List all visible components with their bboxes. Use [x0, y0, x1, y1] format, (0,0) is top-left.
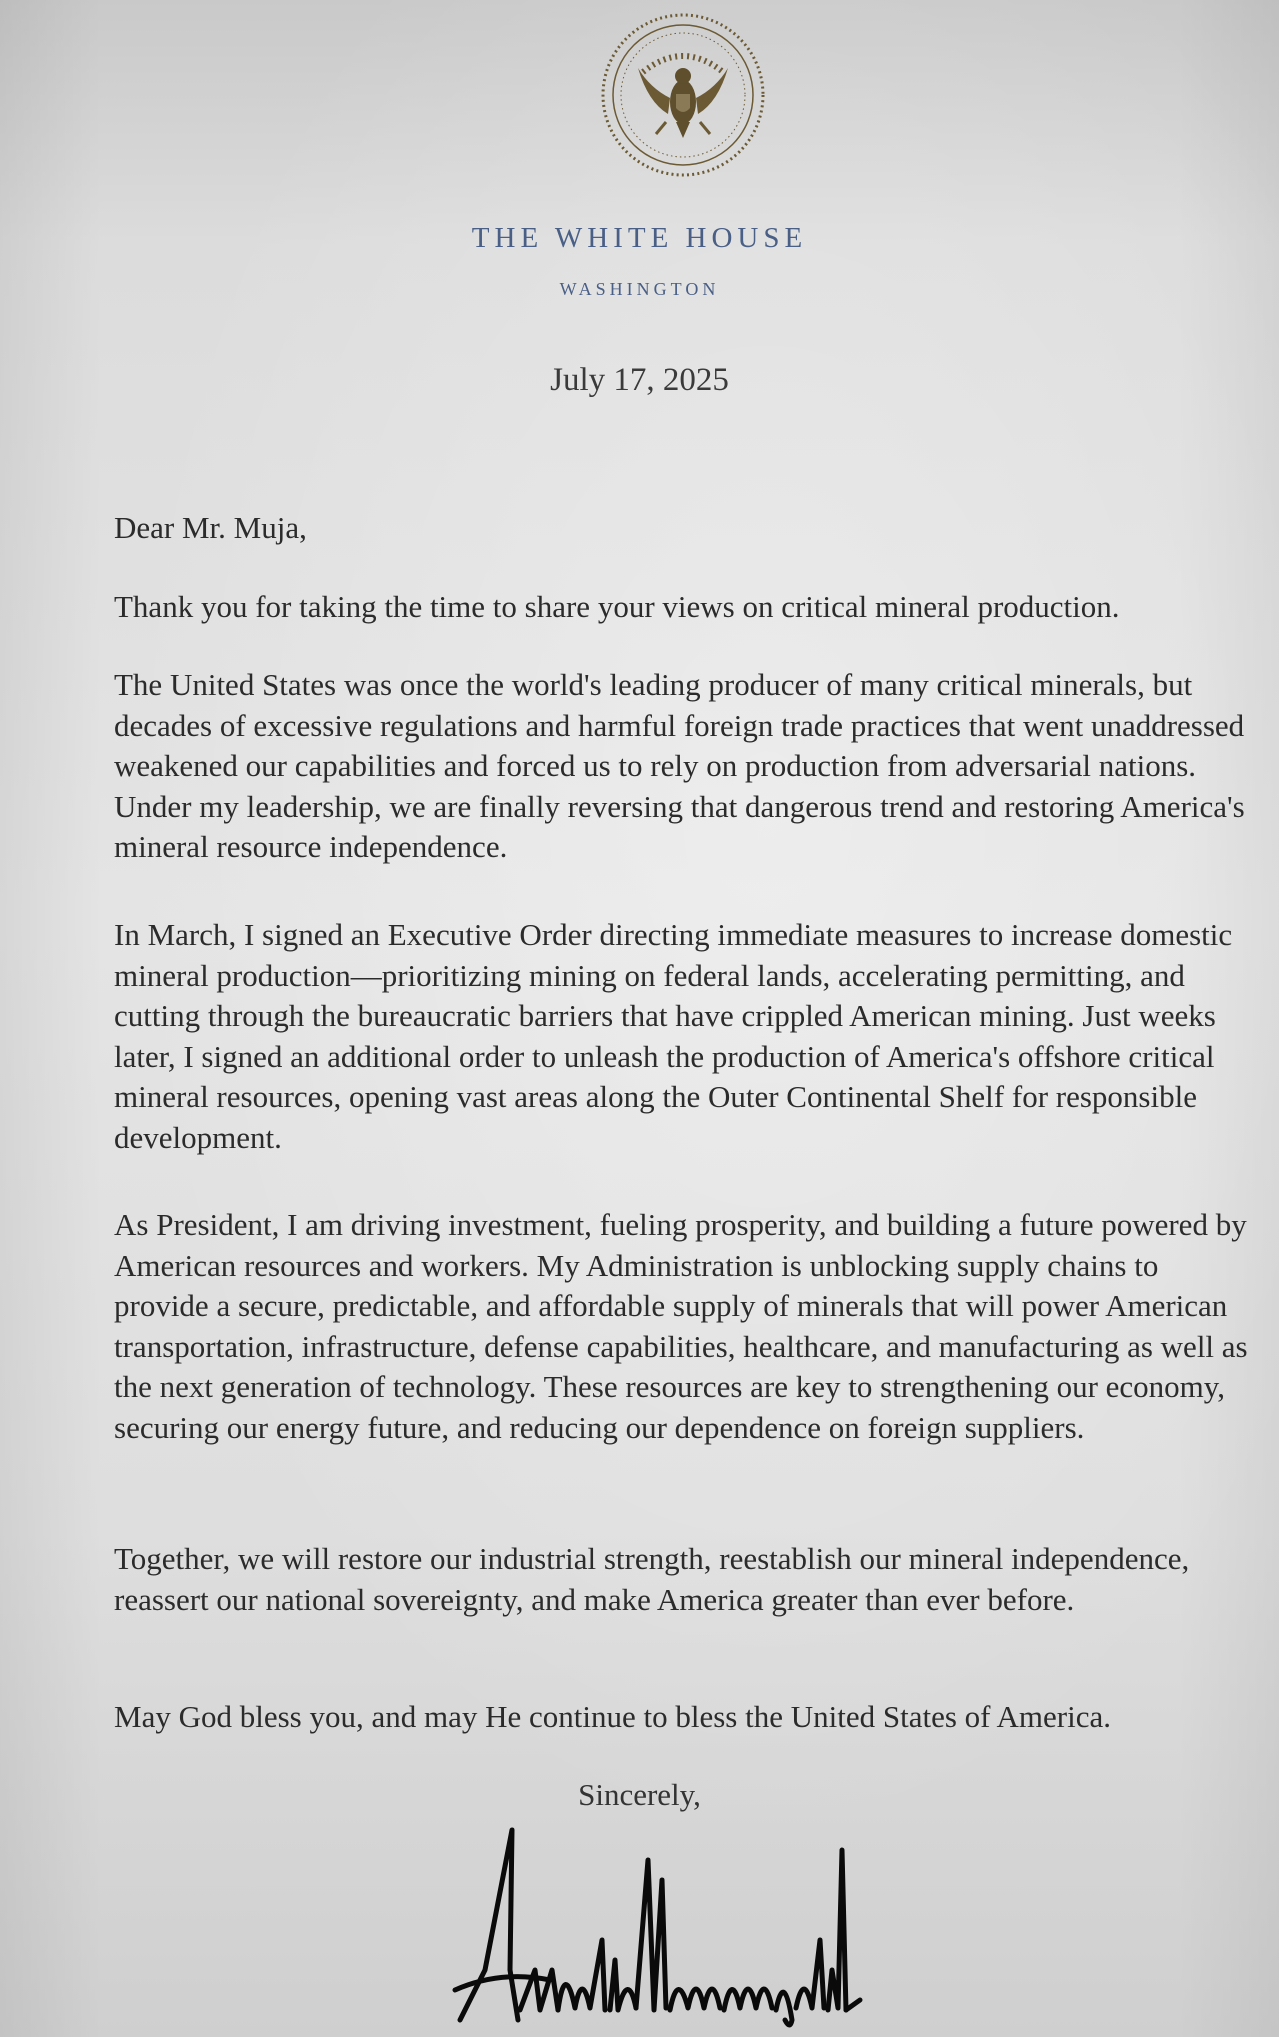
- letterhead-title: THE WHITE HOUSE: [471, 222, 808, 254]
- signature-image: [440, 1820, 910, 2037]
- closing: Sincerely,: [578, 1777, 701, 1812]
- presidential-seal-icon: [598, 10, 768, 180]
- salutation: Dear Mr. Muja,: [114, 510, 307, 545]
- paragraph: As President, I am driving investment, fueling prosperity, and building a future powered by American resources and workers. My Administration is unblocking supply chains to provide a secure, predictable, and affordable supply of minerals that will power American transportation, infrastructure, defense capabilities, healthcare, and manufacturing as well as the next generation of technology. These resources are key to strengthening our economy, securing our energy future, and reducing our dependence on foreign suppliers.: [114, 1207, 1248, 1445]
- paragraph: The United States was once the world's leading producer of many critical minerals, but decades of excessive regulations and harmful foreign trade practices that went unaddressed weakened our capabilities and forced us to rely on production from adversarial nations. Under my leadership, we are finally reversing that dangerous trend and restoring America's mineral resource independence.: [114, 667, 1245, 864]
- letterhead-subtitle: WASHINGTON: [559, 279, 720, 299]
- letter-date: July 17, 2025: [550, 362, 729, 398]
- paragraph: Thank you for taking the time to share your views on critical mineral production.: [114, 589, 1120, 624]
- paragraph: May God bless you, and may He continue to bless the United States of America.: [114, 1699, 1111, 1734]
- paragraph: In March, I signed an Executive Order directing immediate measures to increase domestic mineral production—prioritizing mining on federal lands, accelerating permitting, and cutting through the bureaucratic barriers that have crippled American mining. Just weeks later, I signed an additional order to unleash the production of America's offshore critical mineral resources, opening vast areas along the Outer Continental Shelf for responsible development.: [114, 917, 1233, 1155]
- paragraph: Together, we will restore our industrial strength, reestablish our mineral independence, reassert our national sovereignty, and make America greater than ever before.: [114, 1541, 1190, 1617]
